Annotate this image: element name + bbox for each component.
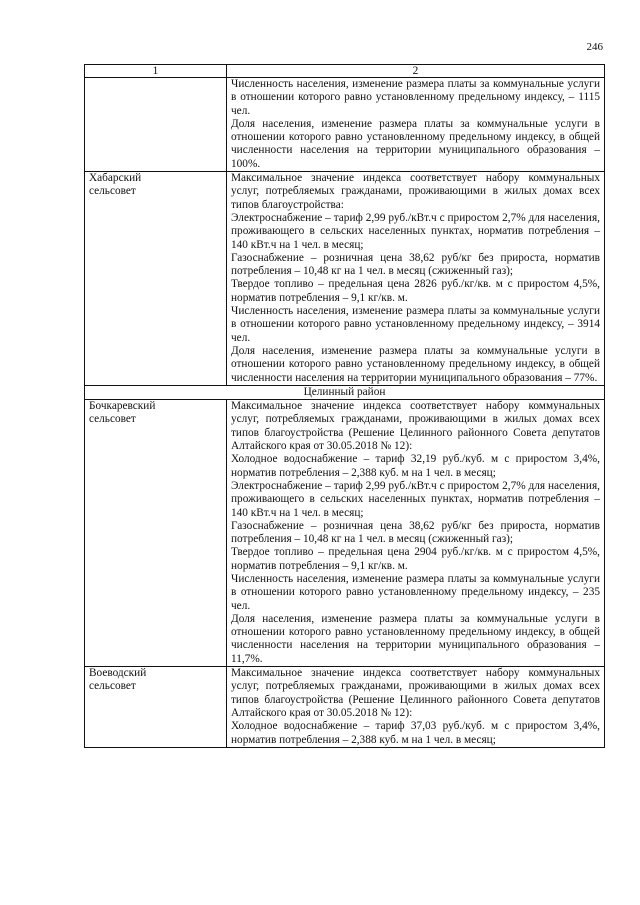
paragraph: Максимальное значение индекса соответствует набору коммунальных услуг, потребляемых гражданами, проживающими в жилых домах всех типов благоустройства: xyxy=(231,172,600,211)
tariff-table xyxy=(84,64,605,748)
page-number: 246 xyxy=(586,41,603,53)
paragraph: Доля населения, изменение размера платы за коммунальные услуги в отношении которого равно установленному предельному индексу, в общей численности населения на территории муниципального образования – 100%. xyxy=(231,117,600,170)
table-row xyxy=(85,400,605,667)
municipality-name xyxy=(85,78,227,172)
table-row xyxy=(85,667,605,748)
district-row xyxy=(85,385,605,399)
description-cell xyxy=(227,400,605,667)
paragraph: Максимальное значение индекса соответствует набору коммунальных услуг, потребляемых гражданами, проживающими в жилых домах всех типов благоустройства (Решение Целинного районного Совета депутатов Алтайского края от 30.05.2018 № 12): xyxy=(231,400,600,453)
column-header-1: 1 xyxy=(85,65,227,78)
description-cell xyxy=(227,172,605,386)
paragraph: Доля населения, изменение размера платы за коммунальные услуги в отношении которого равно установленному предельному индексу, в общей численности населения на территории муниципального образования – 11,7%. xyxy=(231,612,600,665)
municipality-name: Хабарский сельсовет xyxy=(85,172,227,386)
table-row xyxy=(85,78,605,172)
description-cell xyxy=(227,78,605,172)
paragraph: Электроснабжение – тариф 2,99 руб./кВт.ч с приростом 2,7% для населения, проживающего в сельских населенных пунктах, норматив потребления – 140 кВт.ч на 1 чел. в месяц; xyxy=(231,211,600,251)
column-header-2: 2 xyxy=(227,65,605,78)
paragraph: Холодное водоснабжение – тариф 37,03 руб./куб. м с приростом 3,4%, норматив потребления – 2,388 куб. м на 1 чел. в месяц; xyxy=(231,720,600,746)
paragraph: Твердое топливо – предельная цена 2826 руб./кг/кв. м с приростом 4,5%, норматив потребления – 9,1 кг/кв. м. xyxy=(231,278,600,304)
paragraph: Газоснабжение – розничная цена 38,62 руб/кг без прироста, норматив потребления – 10,48 кг на 1 чел. в месяц (сжиженный газ); xyxy=(231,519,600,546)
district-title: Целинный район xyxy=(85,385,605,399)
paragraph: Максимальное значение индекса соответствует набору коммунальных услуг, потребляемых гражданами, проживающими в жилых домах всех типов благоустройства (Решение Целинного районного Совета депутатов Алтайского края от 30.05.2018 № 12): xyxy=(231,667,600,719)
paragraph: Холодное водоснабжение – тариф 32,19 руб./куб. м с приростом 3,4%, норматив потребления – 2,388 куб. м на 1 чел. в месяц; xyxy=(231,453,600,479)
paragraph: Электроснабжение – тариф 2,99 руб./кВт.ч с приростом 2,7% для населения, проживающего в сельских населенных пунктах, норматив потребления – 140 кВт.ч на 1 чел. в месяц; xyxy=(231,479,600,519)
table-header-row xyxy=(85,65,605,78)
paragraph: Газоснабжение – розничная цена 38,62 руб/кг без прироста, норматив потребления – 10,48 кг на 1 чел. в месяц (сжиженный газ); xyxy=(231,251,600,278)
paragraph: Доля населения, изменение размера платы за коммунальные услуги в отношении которого равно установленному предельному индексу, в общей численности населения на территории муниципального образования – 77%. xyxy=(231,344,600,384)
paragraph: Численность населения, изменение размера платы за коммунальные услуги в отношении которого равно установленному предельному индексу, – 1115 чел. xyxy=(231,78,600,117)
table-row xyxy=(85,172,605,386)
municipality-name: Бочкаревский сельсовет xyxy=(85,400,227,667)
description-cell xyxy=(227,667,605,748)
municipality-name: Воеводский сельсовет xyxy=(85,667,227,748)
paragraph: Твердое топливо – предельная цена 2904 руб./кг/кв. м с приростом 4,5%, норматив потребления – 9,1 кг/кв. м. xyxy=(231,546,600,572)
paragraph: Численность населения, изменение размера платы за коммунальные услуги в отношении которого равно установленному предельному индексу, – 235 чел. xyxy=(231,572,600,612)
paragraph: Численность населения, изменение размера платы за коммунальные услуги в отношении которого равно установленному предельному индексу, – 3914 чел. xyxy=(231,305,600,344)
